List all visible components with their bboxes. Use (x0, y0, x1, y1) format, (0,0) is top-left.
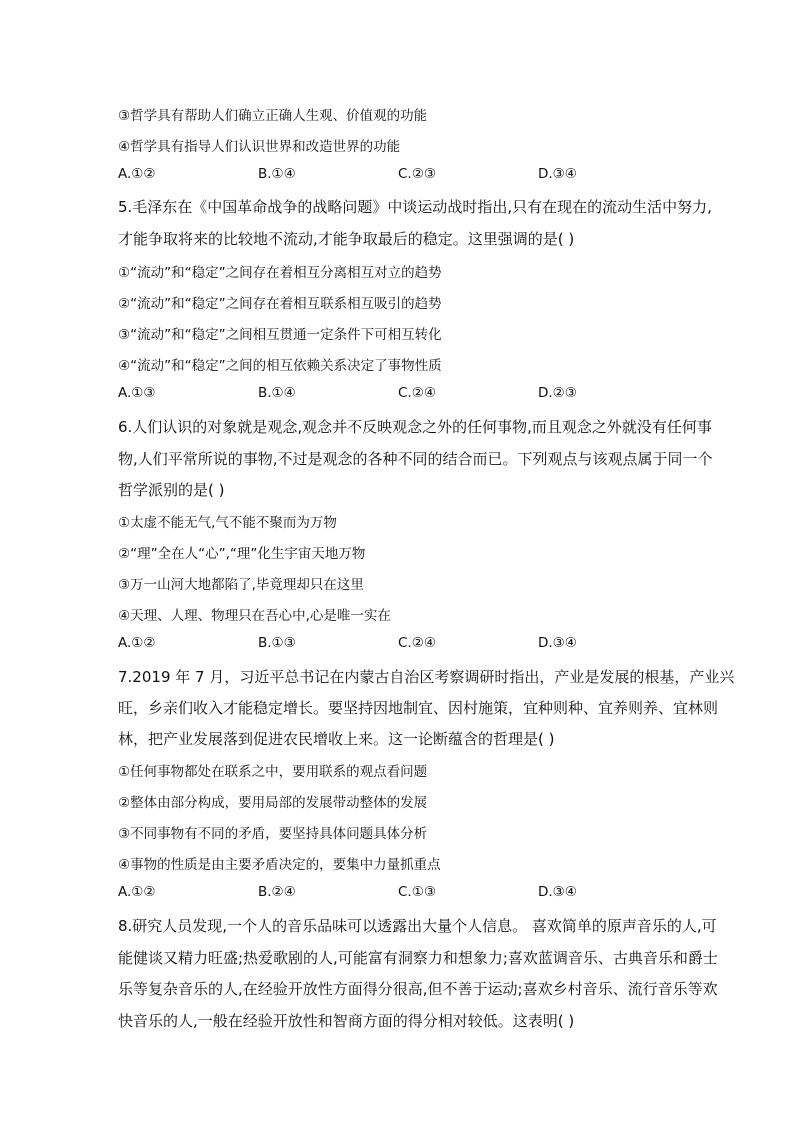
question-6-line-2: 物,人们平常所说的事物,不过是观念的各种不同的结合而已。下列观点与该观点属于同一个 (118, 450, 713, 468)
q7-statement-1: ①任何事物都处在联系之中，要用联系的观点看问题 (118, 764, 428, 780)
q6-statement-4: ④天理、人理、物理只在吾心中,心是唯一实在 (118, 608, 391, 624)
question-8-line-3: 乐等复杂音乐的人,在经验开放性方面得分很高,但不善于运动;喜欢乡村音乐、流行音乐等欢 (118, 980, 718, 998)
q7-option-d: D.③④ (538, 884, 577, 900)
q7-option-b: B.②④ (258, 884, 296, 900)
q5-option-b: B.①④ (258, 385, 296, 401)
answer-options (118, 166, 678, 186)
statement-3: ③哲学具有帮助人们确立正确人生观、价值观的功能 (118, 108, 428, 124)
q7-answer-options (118, 884, 678, 904)
question-8-line-1: 8.研究人员发现,一个人的音乐品味可以透露出大量个人信息。 喜欢简单的原声音乐的人,可 (118, 917, 717, 935)
question-7-line-3: 林，把产业发展落到促进农民增收上来。这一论断蕴含的哲理是( ) (118, 730, 555, 748)
q6-option-b: B.①③ (258, 635, 296, 651)
q6-statement-1: ①太虚不能无气,气不能不聚而为万物 (118, 515, 337, 531)
q5-statement-2: ②“流动”和“稳定”之间存在着相互联系相互吸引的趋势 (118, 296, 442, 312)
q5-option-a: A.①③ (118, 385, 156, 401)
q7-statement-2: ②整体由部分构成，要用局部的发展带动整体的发展 (118, 795, 428, 811)
q7-statement-4: ④事物的性质是由主要矛盾决定的，要集中力量抓重点 (118, 857, 441, 873)
option-a: A.①② (118, 166, 156, 182)
question-7-line-2: 旺，乡亲们收入才能稳定增长。要坚持因地制宜、因村施策，宜种则种、宜养则养、宜林则 (118, 699, 719, 717)
question-8-line-4: 快音乐的人,一般在经验开放性和智商方面的得分相对较低。这表明( ) (118, 1012, 575, 1030)
q7-statement-3: ③不同事物有不同的矛盾，要坚持具体问题具体分析 (118, 826, 428, 842)
q5-answer-options (118, 385, 678, 405)
q6-answer-options (118, 635, 678, 655)
q5-statement-4: ④“流动”和“稳定”之间的相互依赖关系决定了事物性质 (118, 358, 442, 374)
question-7-line-1: 7.2019 年 7 月，习近平总书记在内蒙古自治区考察调研时指出，产业是发展的根基，产业兴 (118, 668, 735, 686)
question-8-line-2: 能健谈又精力旺盛;热爱歌剧的人,可能富有洞察力和想象力;喜欢蓝调音乐、古典音乐和爵士 (118, 949, 718, 967)
statement-4: ④哲学具有指导人们认识世界和改造世界的功能 (118, 139, 401, 155)
q7-option-c: C.①③ (398, 884, 436, 900)
question-6-line-1: 6.人们认识的对象就是观念,观念并不反映观念之外的任何事物,而且观念之外就没有任何事 (118, 418, 712, 436)
option-d: D.③④ (538, 166, 577, 182)
option-c: C.②③ (398, 166, 436, 182)
q7-option-a: A.①② (118, 884, 156, 900)
q5-statement-3: ③“流动”和“稳定”之间相互贯通一定条件下可相互转化 (118, 327, 442, 343)
option-b: B.①④ (258, 166, 296, 182)
question-6-line-3: 哲学派别的是( ) (118, 481, 225, 499)
q6-statement-2: ②“理”全在人“心”,“理”化生宇宙天地万物 (118, 546, 366, 562)
question-5-line-1: 5.毛泽东在《中国革命战争的战略问题》中谈运动战时指出,只有在现在的流动生活中努力, (118, 198, 712, 216)
q5-statement-1: ①“流动”和“稳定”之间存在着相互分离相互对立的趋势 (118, 265, 442, 281)
q5-option-c: C.②④ (398, 385, 436, 401)
question-5-line-2: 才能争取将来的比较地不流动,才能争取最后的稳定。这里强调的是( ) (118, 230, 575, 248)
q5-option-d: D.②③ (538, 385, 577, 401)
q6-option-c: C.②④ (398, 635, 436, 651)
q6-option-a: A.①② (118, 635, 156, 651)
q6-statement-3: ③万一山河大地都陷了,毕竟理却只在这里 (118, 577, 364, 593)
q6-option-d: D.③④ (538, 635, 577, 651)
